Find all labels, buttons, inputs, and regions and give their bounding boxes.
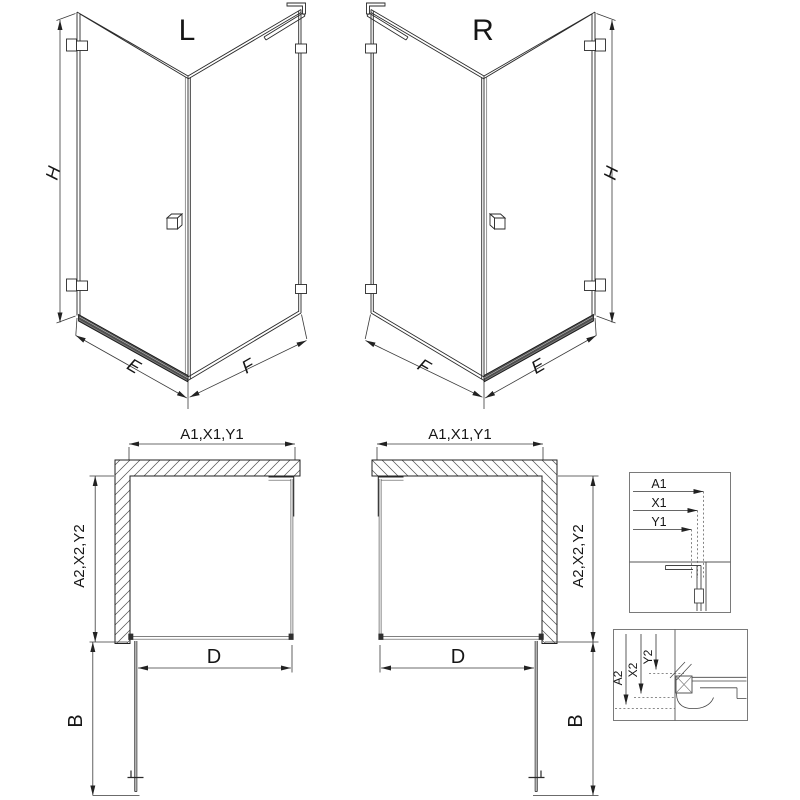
detail-top-profile xyxy=(630,473,731,613)
detail-top-profile-section xyxy=(666,562,707,611)
left-3d-view xyxy=(42,3,307,409)
detail-bottom-profile-section xyxy=(670,662,747,709)
right-height-label: H xyxy=(599,164,623,182)
left-plan-door-swing-label: B xyxy=(65,714,87,728)
detail-top-frame xyxy=(630,473,731,613)
left-plan-view xyxy=(65,426,300,796)
right-variant-label: R xyxy=(472,14,494,47)
detail-y1-label: Y1 xyxy=(651,515,667,529)
right-plan-door-swing-label: B xyxy=(565,714,587,728)
right-3d-view xyxy=(365,3,622,409)
detail-bottom-profile xyxy=(611,630,748,721)
detail-y2-label: Y2 xyxy=(641,649,655,665)
left-variant-label: L xyxy=(178,14,196,47)
detail-x1-label: X1 xyxy=(651,496,667,510)
left-height-label: H xyxy=(41,164,65,182)
left-plan-side-dim-label: A2,X2,Y2 xyxy=(71,524,88,588)
right-door-width-label: E xyxy=(527,354,549,378)
right-plan-entry-dim-label: D xyxy=(450,646,466,668)
detail-x2-label: X2 xyxy=(626,662,640,678)
detail-a2-label: A2 xyxy=(611,670,625,686)
left-door-width-label: E xyxy=(123,354,145,378)
right-plan-view xyxy=(372,426,599,796)
right-side-width-label: F xyxy=(414,354,434,378)
right-plan-top-dim-label: A1,X1,Y1 xyxy=(428,426,492,443)
left-plan-entry-dim-label: D xyxy=(206,646,222,668)
right-plan-side-dim-label: A2,X2,Y2 xyxy=(570,524,587,588)
detail-a1-label: A1 xyxy=(651,477,667,491)
left-side-width-label: F xyxy=(238,354,258,378)
left-plan-top-dim-label: A1,X1,Y1 xyxy=(180,426,244,443)
